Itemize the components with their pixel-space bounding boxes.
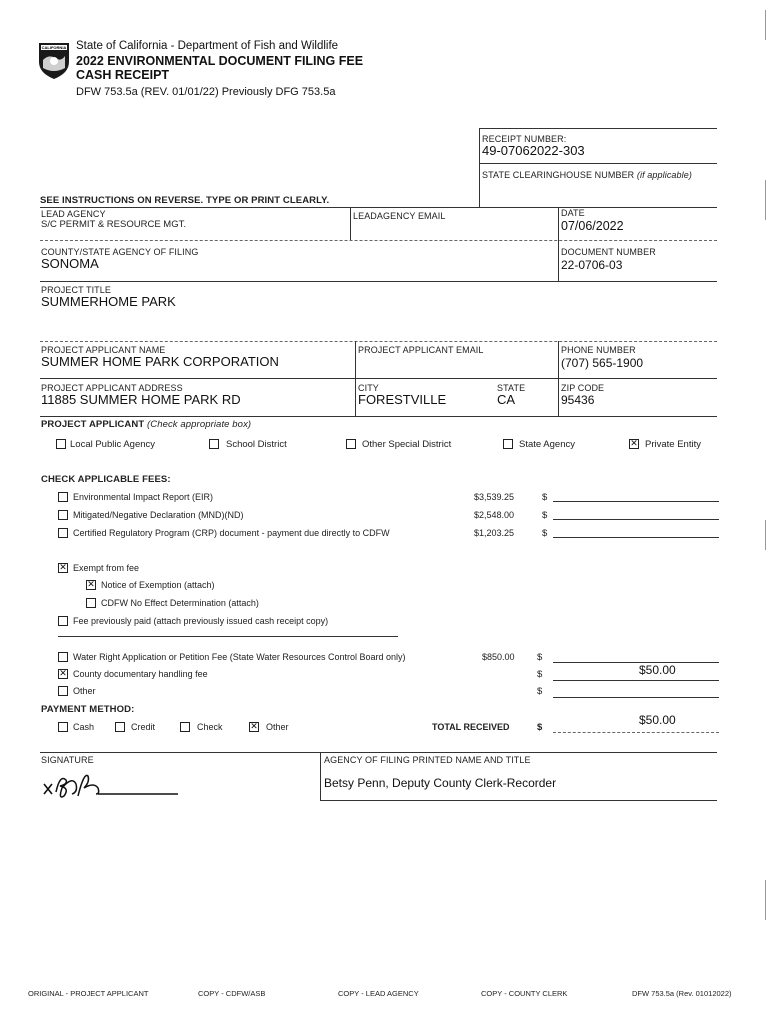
payment-heading: PAYMENT METHOD: (41, 704, 135, 715)
applicant-name-value: SUMMER HOME PARK CORPORATION (41, 354, 279, 369)
footer-original: ORIGINAL - PROJECT APPLICANT (28, 989, 149, 998)
scan-edge-mark (765, 880, 766, 920)
checkbox-other-payment[interactable] (249, 722, 259, 732)
option-school-district: School District (226, 439, 287, 450)
total-received-value: $50.00 (639, 713, 676, 727)
checkbox-credit[interactable] (115, 722, 125, 732)
x-mark-icon: ✕ (250, 722, 258, 732)
fee-eir-amount: $3,539.25 (474, 492, 515, 502)
fee-mnd-label: Mitigated/Negative Declaration (MND)(ND) (73, 510, 244, 520)
option-state-agency: State Agency (519, 439, 575, 450)
phone-label: PHONE NUMBER (561, 345, 636, 355)
water-right-amount: $850.00 (482, 652, 515, 662)
option-other-special-district: Other Special District (362, 439, 452, 450)
x-mark-icon: ✕ (59, 563, 67, 573)
payment-check-label: Check (197, 722, 223, 732)
other-fee-dollar: $ (537, 686, 543, 697)
previously-paid-line (58, 636, 398, 637)
clearinghouse-label: STATE CLEARINGHOUSE NUMBER (482, 170, 635, 180)
exempt-label: Exempt from fee (73, 563, 140, 573)
checkbox-private-entity[interactable] (629, 439, 639, 449)
checkbox-exempt[interactable] (58, 563, 68, 573)
option-local-public-agency: Local Public Agency (70, 439, 156, 450)
x-mark-icon: ✕ (59, 669, 67, 679)
seal-text: CALIFORNIA (41, 45, 67, 50)
applicant-type-heading-group (41, 420, 251, 430)
water-right-line (553, 662, 719, 663)
checkbox-state-agency[interactable] (503, 439, 513, 449)
clearinghouse-label-group (482, 170, 692, 180)
county-label: COUNTY/STATE AGENCY OF FILING (41, 247, 199, 257)
checkbox-eir[interactable] (58, 492, 68, 502)
county-fee-value: $50.00 (639, 663, 676, 677)
checkbox-mnd[interactable] (58, 510, 68, 520)
county-value: SONOMA (41, 256, 99, 271)
signature-label: SIGNATURE (41, 755, 94, 765)
address-label: PROJECT APPLICANT ADDRESS (41, 383, 183, 393)
state-label: STATE (497, 383, 526, 393)
address-value: 11885 SUMMER HOME PARK RD (41, 392, 241, 407)
footer-copy-county-clerk: COPY - COUNTY CLERK (481, 989, 568, 998)
receipt-number: 49-07062022-303 (482, 143, 585, 158)
city-label: CITY (358, 383, 379, 393)
city-value: FORESTVILLE (358, 392, 447, 407)
applicant-type-heading: PROJECT APPLICANT (41, 419, 145, 430)
x-mark-icon: ✕ (87, 580, 95, 590)
form-number-line: DFW 753.5a (REV. 01/01/22) Previously DFG 753.5a (76, 86, 336, 98)
payment-credit-label: Credit (131, 722, 156, 732)
payment-cash-label: Cash (73, 722, 95, 732)
agency-filing-label: AGENCY OF FILING PRINTED NAME AND TITLE (324, 755, 531, 765)
total-received-label: TOTAL RECEIVED (432, 722, 510, 732)
checkbox-local-public-agency[interactable] (56, 439, 66, 449)
checkbox-crp[interactable] (58, 528, 68, 538)
checkbox-no-effect[interactable] (86, 598, 96, 608)
county-fee-label: County documentary handling fee (73, 669, 208, 679)
receipt-number-label: RECEIPT NUMBER: (482, 134, 567, 144)
state-seal (37, 40, 71, 80)
phone-value: (707) 565-1900 (561, 356, 644, 370)
instructions: SEE INSTRUCTIONS ON REVERSE. TYPE OR PRINT CLEARLY. (40, 195, 330, 206)
applicant-type-note: (Check appropriate box) (146, 419, 252, 430)
fee-mnd-dollar: $ (542, 510, 548, 521)
zip-value: 95436 (561, 393, 595, 407)
zip-label: ZIP CODE (561, 383, 605, 393)
form-title: 2022 ENVIRONMENTAL DOCUMENT FILING FEE (76, 54, 364, 68)
state-value: CA (497, 392, 516, 407)
checkbox-county-fee[interactable] (58, 669, 68, 679)
checkbox-water-right[interactable] (58, 652, 68, 662)
fee-eir-line (553, 501, 719, 502)
other-fee-line (553, 697, 719, 698)
county-fee-line (553, 680, 719, 681)
checkbox-check[interactable] (180, 722, 190, 732)
no-effect-label: CDFW No Effect Determination (attach) (101, 598, 259, 608)
notice-of-exemption-label: Notice of Exemption (attach) (101, 580, 215, 590)
agency-filing-value: Betsy Penn, Deputy County Clerk-Recorder (324, 776, 557, 790)
previously-paid-label: Fee previously paid (attach previously issued cash receipt copy) (73, 616, 329, 626)
scan-edge-mark (765, 10, 766, 40)
applicant-email-label: PROJECT APPLICANT EMAIL (358, 345, 484, 355)
checkbox-notice-of-exemption[interactable] (86, 580, 96, 590)
lead-agency-email-label: LEADAGENCY EMAIL (353, 211, 446, 221)
form-subtitle: CASH RECEIPT (76, 68, 170, 82)
payment-other-label: Other (266, 722, 289, 732)
fee-mnd-amount: $2,548.00 (474, 510, 515, 520)
fee-eir-label: Environmental Impact Report (EIR) (73, 492, 214, 502)
fees-heading: CHECK APPLICABLE FEES: (41, 474, 171, 485)
date-value: 07/06/2022 (561, 219, 624, 233)
water-right-dollar: $ (537, 652, 543, 663)
checkbox-previously-paid[interactable] (58, 616, 68, 626)
fee-crp-label: Certified Regulatory Program (CRP) document - payment due directly to CDFW (73, 528, 390, 538)
project-title-value: SUMMERHOME PARK (41, 294, 176, 309)
lead-agency-label: LEAD AGENCY (41, 209, 106, 219)
fee-mnd-line (553, 519, 719, 520)
document-number-value: 22-0706-03 (561, 258, 623, 272)
fee-crp-dollar: $ (542, 528, 548, 539)
scan-edge-mark (765, 180, 766, 220)
fee-crp-line (553, 537, 719, 538)
project-title-label: PROJECT TITLE (41, 285, 111, 295)
option-private-entity: Private Entity (645, 439, 701, 450)
checkbox-other-special-district[interactable] (346, 439, 356, 449)
checkbox-school-district[interactable] (209, 439, 219, 449)
signature-image (42, 770, 182, 802)
document-number-label: DOCUMENT NUMBER (561, 247, 656, 257)
date-label: DATE (561, 208, 585, 218)
scan-edge-mark (765, 520, 766, 550)
fee-crp-amount: $1,203.25 (474, 528, 515, 538)
other-fee-label: Other (73, 686, 96, 696)
agency-line: State of California - Department of Fish and Wildlife (76, 40, 339, 52)
footer-copy-lead-agency: COPY - LEAD AGENCY (338, 989, 419, 998)
footer-copy-cdfw: COPY - CDFW/ASB (198, 989, 266, 998)
checkbox-cash[interactable] (58, 722, 68, 732)
water-right-label: Water Right Application or Petition Fee (State Water Resources Control Board only) (73, 652, 406, 662)
total-received-dollar: $ (537, 722, 543, 733)
total-received-line (553, 732, 719, 733)
fee-eir-dollar: $ (542, 492, 548, 503)
checkbox-other-fee[interactable] (58, 686, 68, 696)
footer-form-number: DFW 753.5a (Rev. 01012022) (632, 989, 732, 998)
clearinghouse-note: (if applicable) (636, 170, 692, 180)
lead-agency-value: S/C PERMIT & RESOURCE MGT. (41, 219, 186, 230)
x-mark-icon: ✕ (630, 439, 638, 449)
applicant-name-label: PROJECT APPLICANT NAME (41, 345, 166, 355)
county-fee-dollar: $ (537, 669, 543, 680)
